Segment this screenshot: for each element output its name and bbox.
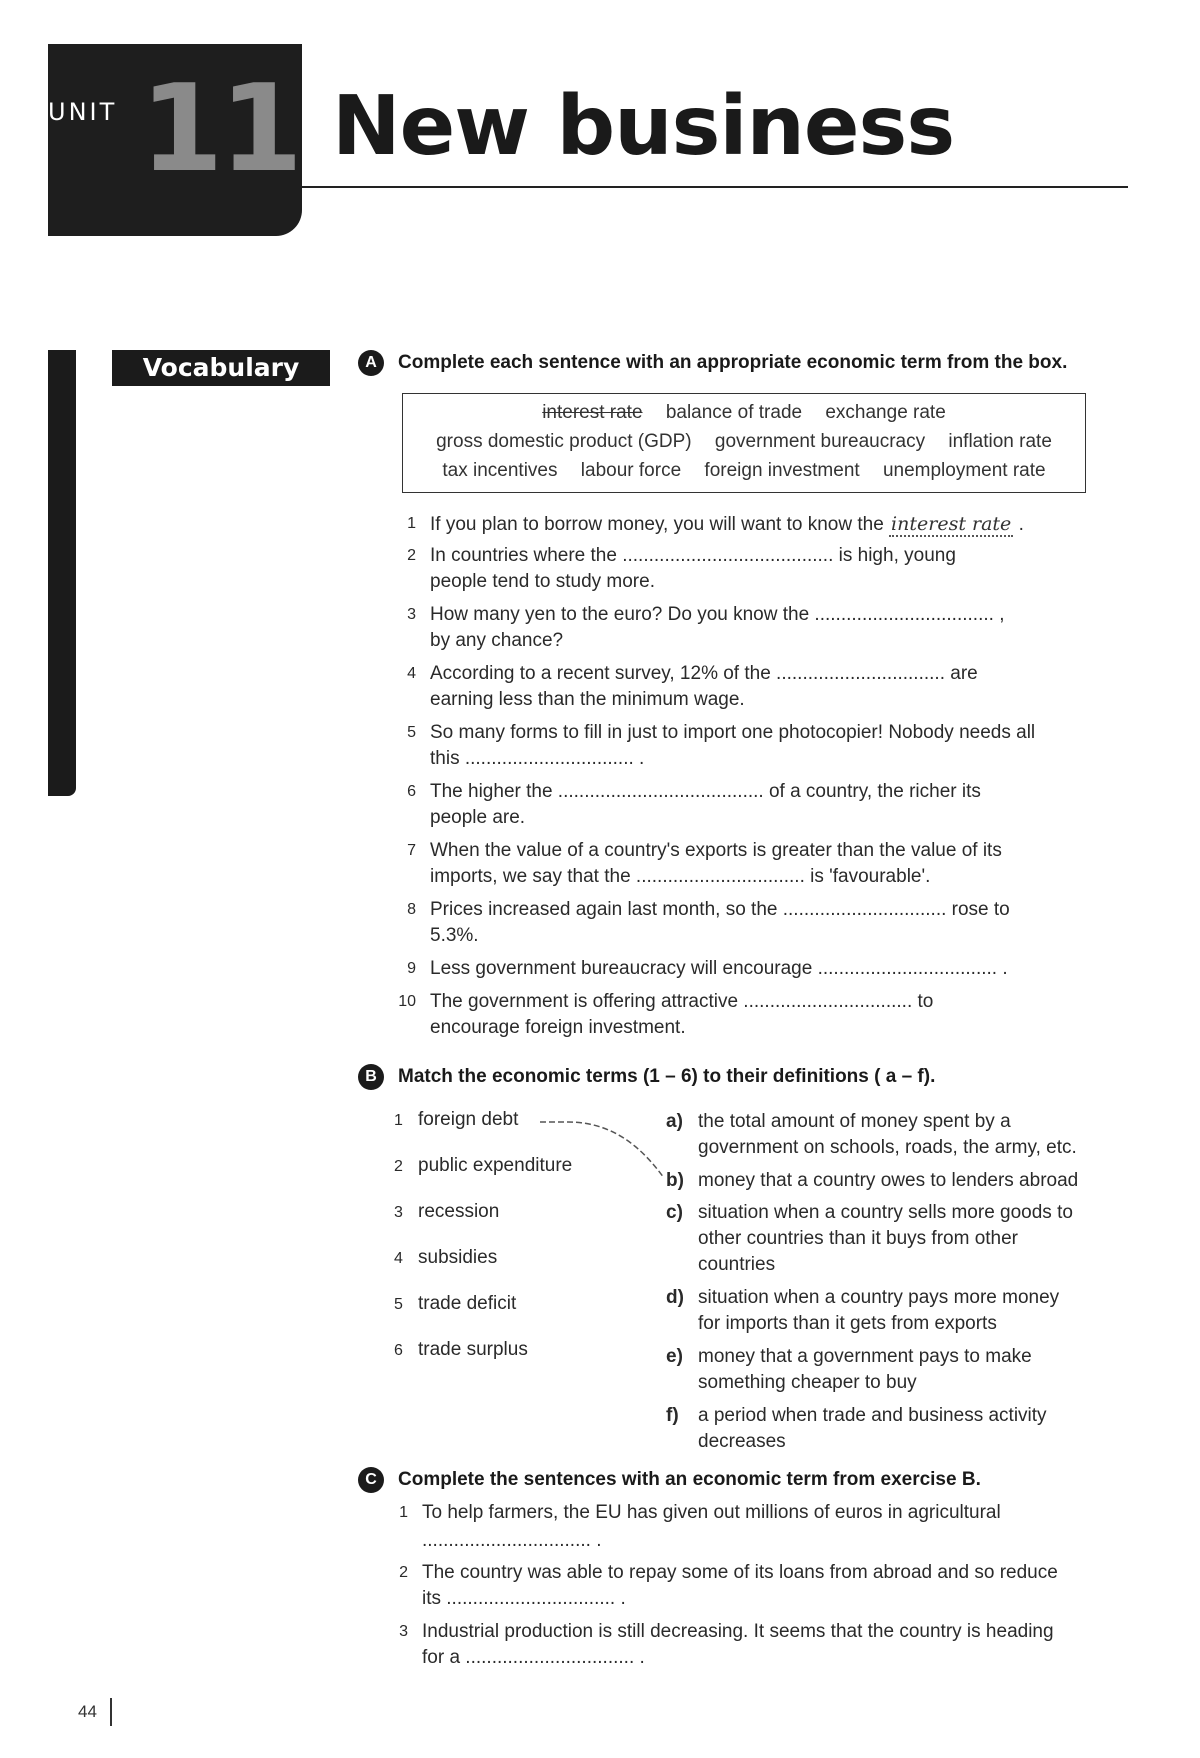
word-box	[402, 393, 1086, 493]
word-box-term: unemployment rate	[882, 460, 1046, 481]
item-line: When the value of a country's exports is greater than the value of its	[430, 840, 1002, 861]
exercise-a-heading	[358, 350, 1067, 376]
item-number: 10	[398, 993, 416, 1010]
term-number: 5	[394, 1296, 403, 1313]
definition-letter: c)	[666, 1202, 683, 1223]
term-text: foreign debt	[418, 1109, 519, 1130]
term-text: subsidies	[418, 1247, 498, 1268]
term-text: public expenditure	[418, 1155, 573, 1176]
item-number: 1	[399, 1504, 408, 1521]
definition-letter: f)	[666, 1405, 679, 1426]
section-side-bar	[48, 350, 76, 796]
term-item	[394, 1293, 516, 1315]
item-line: The government is offering attractive ................................ to	[430, 991, 934, 1012]
term-item	[394, 1109, 518, 1131]
page-number: 44	[78, 1702, 97, 1721]
word-box-row	[403, 460, 1085, 482]
definition-letter: b)	[666, 1170, 684, 1191]
page-number-divider	[110, 1698, 112, 1726]
example-match-line	[538, 1112, 668, 1188]
term-number: 3	[394, 1204, 403, 1221]
item-line: encourage foreign investment.	[430, 1017, 686, 1038]
item-line: 5.3%.	[430, 925, 479, 946]
item-number: 6	[407, 783, 416, 800]
definition-line: a period when trade and business activity	[698, 1405, 1047, 1426]
term-text: trade surplus	[418, 1339, 528, 1360]
definition-line: for imports than it gets from exports	[698, 1313, 997, 1334]
word-box-term: gross domestic product (GDP)	[436, 431, 692, 452]
exercise-instruction: Complete each sentence with an appropriate economic term from the box.	[398, 352, 1068, 373]
item-line: people tend to study more.	[430, 571, 655, 592]
item-line: Prices increased again last month, so the ............................... rose to	[430, 899, 1010, 920]
page-title: New business	[332, 79, 955, 174]
definition-line: other countries than it buys from other	[698, 1228, 1018, 1249]
item-number: 7	[407, 842, 416, 859]
item-line: people are.	[430, 807, 526, 828]
definition-line: decreases	[698, 1431, 786, 1452]
word-box-row	[403, 431, 1085, 453]
item-line: The higher the ....................................... of a country, the richer its	[430, 781, 981, 802]
term-item	[394, 1339, 528, 1361]
definition-letter: a)	[666, 1111, 683, 1132]
item-line: for a ................................ .	[422, 1647, 645, 1668]
exercise-badge: A	[358, 350, 384, 376]
term-number: 2	[394, 1158, 403, 1175]
definition-line: countries	[698, 1254, 776, 1275]
item-line: ................................ .	[422, 1530, 602, 1551]
item-number: 3	[407, 606, 416, 623]
exercise-badge: C	[358, 1467, 384, 1493]
term-item	[394, 1247, 497, 1269]
definition-line: money that a country owes to lenders abroad	[698, 1170, 1079, 1191]
word-box-term: inflation rate	[948, 431, 1052, 452]
item-line: How many yen to the euro? Do you know the .................................. ,	[430, 604, 1005, 625]
definition-letter: e)	[666, 1346, 683, 1367]
word-box-term: tax incentives	[442, 460, 558, 481]
word-box-term: government bureaucracy	[714, 431, 926, 452]
item-line: According to a recent survey, 12% of the ................................ are	[430, 663, 978, 684]
item-line: its ................................ .	[422, 1588, 626, 1609]
term-text: recession	[418, 1201, 500, 1222]
item-number: 4	[407, 665, 416, 682]
item-end: .	[1018, 514, 1024, 535]
item-line: In countries where the ........................................ is high, young	[430, 545, 956, 566]
exercise-instruction: Match the economic terms (1 – 6) to their definitions ( a – f).	[398, 1066, 936, 1087]
definition-line: the total amount of money spent by a	[698, 1111, 1011, 1132]
term-number: 1	[394, 1112, 403, 1129]
term-number: 6	[394, 1342, 403, 1359]
definition-line: something cheaper to buy	[698, 1372, 917, 1393]
item-line: The country was able to repay some of its loans from abroad and so reduce	[422, 1562, 1058, 1583]
definition-line: government on schools, roads, the army, etc.	[698, 1137, 1077, 1158]
example-answer: interest rate	[891, 513, 1012, 535]
item-line: by any chance?	[430, 630, 564, 651]
word-box-term: foreign investment	[704, 460, 860, 481]
item-line: earning less than the minimum wage.	[430, 689, 745, 710]
word-box-term: interest rate	[542, 402, 643, 423]
definition-letter: d)	[666, 1287, 684, 1308]
item-line: So many forms to fill in just to import one photocopier! Nobody needs all	[430, 722, 1036, 743]
word-box-row	[403, 402, 1085, 424]
item-line: If you plan to borrow money, you will want to know the	[430, 514, 884, 535]
item-line: Less government bureaucracy will encourage .................................. .	[430, 958, 1008, 979]
word-box-term: labour force	[580, 460, 682, 481]
item-number: 9	[407, 960, 416, 977]
item-number: 5	[407, 724, 416, 741]
term-item	[394, 1201, 499, 1223]
word-box-term: balance of trade	[665, 402, 803, 423]
item-number: 2	[399, 1564, 408, 1581]
definition-line: situation when a country sells more goods to	[698, 1202, 1073, 1223]
term-text: trade deficit	[418, 1293, 517, 1314]
exercise-b-heading	[358, 1064, 935, 1090]
item-number: 2	[407, 547, 416, 564]
item-number: 8	[407, 901, 416, 918]
definition-line: money that a government pays to make	[698, 1346, 1032, 1367]
item-line: To help farmers, the EU has given out millions of euros in agricultural	[422, 1502, 1001, 1523]
title-divider	[302, 186, 1128, 188]
definition-line: situation when a country pays more money	[698, 1287, 1060, 1308]
exercise-instruction: Complete the sentences with an economic term from exercise B.	[398, 1469, 981, 1490]
unit-number: 11	[140, 60, 299, 199]
item-number: 1	[407, 515, 416, 532]
item-number: 3	[399, 1623, 408, 1640]
item-line: this ................................ .	[430, 748, 645, 769]
exercise-badge: B	[358, 1064, 384, 1090]
exercise-c-heading	[358, 1467, 981, 1493]
item-line: Industrial production is still decreasing. It seems that the country is heading	[422, 1621, 1054, 1642]
item-line: imports, we say that the ................................ is 'favourable'.	[430, 866, 931, 887]
term-number: 4	[394, 1250, 403, 1267]
section-label: Vocabulary	[112, 350, 330, 386]
item-text	[430, 511, 1024, 538]
word-box-term: exchange rate	[825, 402, 946, 423]
unit-label: UNIT	[48, 98, 118, 126]
